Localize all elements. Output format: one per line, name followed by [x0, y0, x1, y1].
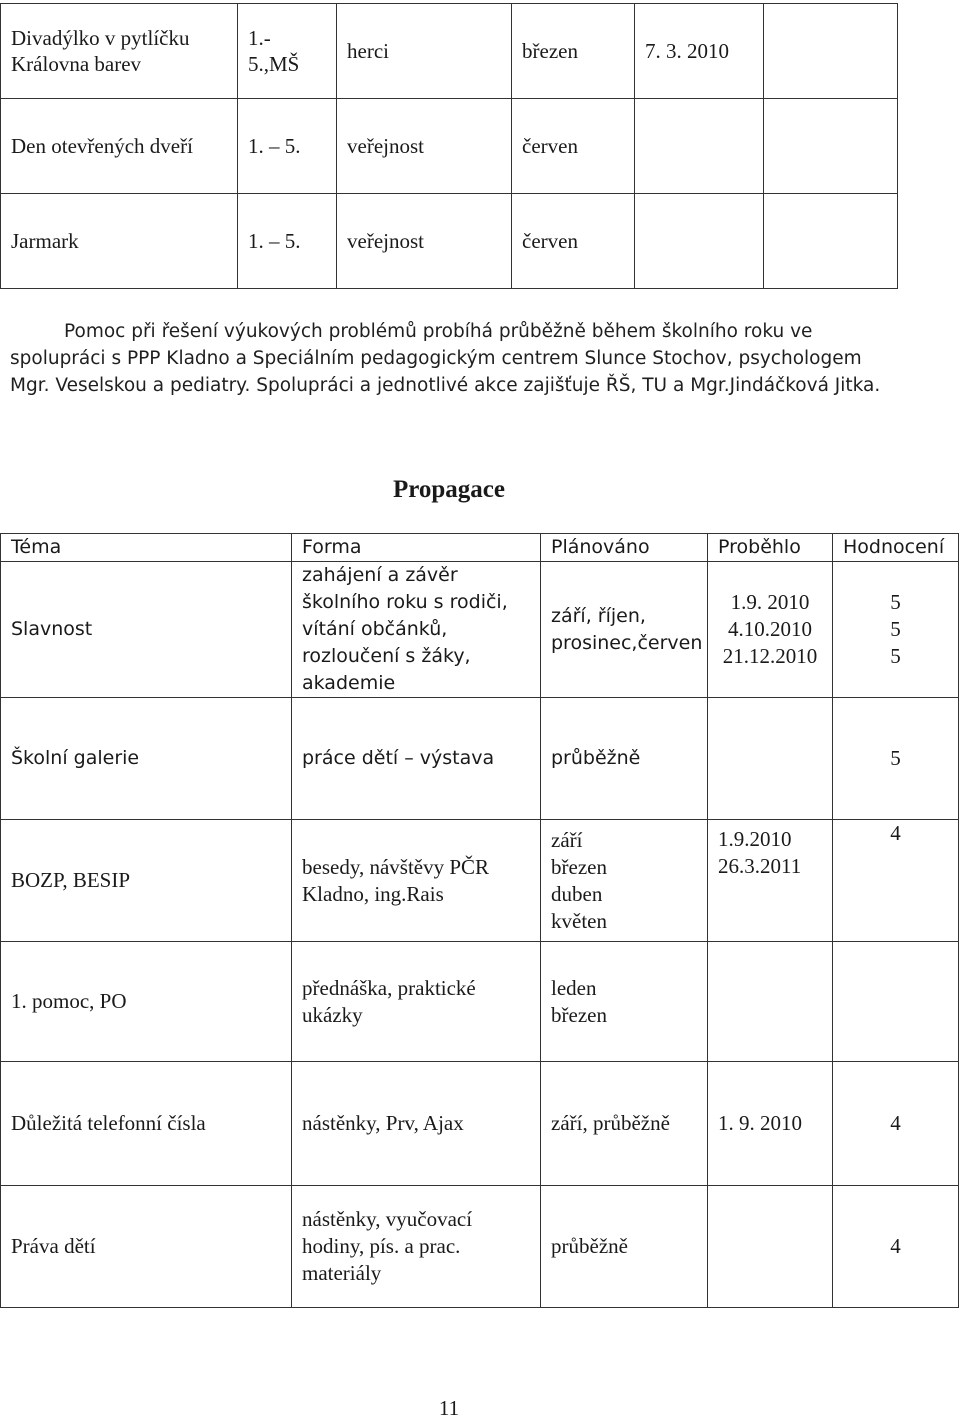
row-tema: 1. pomoc, PO — [1, 942, 292, 1062]
header-tema: Téma — [1, 534, 292, 562]
row-probehlo: 1. 9. 2010 — [708, 1062, 833, 1186]
page-number: 11 — [438, 1396, 460, 1420]
event-note — [764, 4, 898, 99]
event-date — [635, 194, 764, 289]
row-forma: besedy, návštěvy PČR Kladno, ing.Rais — [292, 820, 541, 942]
row-probehlo — [708, 942, 833, 1062]
event-month: červen — [512, 99, 635, 194]
row-probehlo — [708, 1186, 833, 1308]
event-classes: 1.- 5.,MŠ — [238, 4, 337, 99]
row-planovano: průběžně — [541, 698, 708, 820]
header-hodnoceni: Hodnocení — [833, 534, 959, 562]
row-forma: nástěnky, Prv, Ajax — [292, 1062, 541, 1186]
row-tema: Školní galerie — [1, 698, 292, 820]
table-row — [1, 820, 959, 942]
table-row — [1, 562, 959, 698]
event-classes: 1. – 5. — [238, 99, 337, 194]
event-classes: 1. – 5. — [238, 194, 337, 289]
row-hodnoceni: 4 — [833, 1186, 959, 1308]
header-forma: Forma — [292, 534, 541, 562]
paragraph-text: Pomoc při řešení výukových problémů probíhá průběžně během školního roku ve spolupráci s PPP Kladno a Speciálním pedagogickým centrem Slunce Stochov, psychologem Mgr. Veselskou a pediatry. Spolupráci a jednotlivé akce zajišťuje ŘŠ, TU a Mgr.Jindáčková Jitka. — [10, 321, 881, 396]
event-name: Divadýlko v pytlíčku Královna barev — [1, 4, 238, 99]
row-hodnoceni: 5 5 5 — [833, 562, 959, 698]
event-date: 7. 3. 2010 — [635, 4, 764, 99]
row-planovano: průběžně — [541, 1186, 708, 1308]
table-row — [1, 698, 959, 820]
row-planovano: září březen duben květen — [541, 820, 708, 942]
row-hodnoceni: 4 — [833, 820, 959, 942]
row-tema: BOZP, BESIP — [1, 820, 292, 942]
propagace-table — [0, 533, 959, 1308]
row-probehlo: 1.9. 2010 4.10.2010 21.12.2010 — [708, 562, 833, 698]
event-name: Jarmark — [1, 194, 238, 289]
row-planovano: září, průběžně — [541, 1062, 708, 1186]
table-row — [1, 4, 898, 99]
event-audience: herci — [337, 4, 512, 99]
table-row — [1, 194, 898, 289]
event-name: Den otevřených dveří — [1, 99, 238, 194]
section-heading: Propagace — [392, 476, 505, 503]
row-planovano: leden březen — [541, 942, 708, 1062]
row-hodnoceni: 4 — [833, 1062, 959, 1186]
table-row — [1, 942, 959, 1062]
row-forma: nástěnky, vyučovací hodiny, pís. a prac. materiály — [292, 1186, 541, 1308]
row-forma: přednáška, praktické ukázky — [292, 942, 541, 1062]
table-row — [1, 99, 898, 194]
row-forma: zahájení a závěr školního roku s rodiči, vítání občánků, rozloučení s žáky, akademie — [292, 562, 541, 698]
table-header-row — [1, 534, 959, 562]
row-hodnoceni: 5 — [833, 698, 959, 820]
support-paragraph — [10, 318, 900, 399]
row-tema: Důležitá telefonní čísla — [1, 1062, 292, 1186]
events-table — [0, 3, 898, 289]
row-hodnoceni — [833, 942, 959, 1062]
event-note — [764, 194, 898, 289]
table-row — [1, 1062, 959, 1186]
event-audience: veřejnost — [337, 194, 512, 289]
event-month: březen — [512, 4, 635, 99]
header-planovano: Plánováno — [541, 534, 708, 562]
header-probehlo: Proběhlo — [708, 534, 833, 562]
row-tema: Slavnost — [1, 562, 292, 698]
event-date — [635, 99, 764, 194]
row-forma: práce dětí – výstava — [292, 698, 541, 820]
event-audience: veřejnost — [337, 99, 512, 194]
event-month: červen — [512, 194, 635, 289]
row-probehlo — [708, 698, 833, 820]
row-planovano: září, říjen, prosinec,červen — [541, 562, 708, 698]
row-tema: Práva dětí — [1, 1186, 292, 1308]
table-row — [1, 1186, 959, 1308]
row-probehlo: 1.9.2010 26.3.2011 — [708, 820, 833, 942]
event-note — [764, 99, 898, 194]
